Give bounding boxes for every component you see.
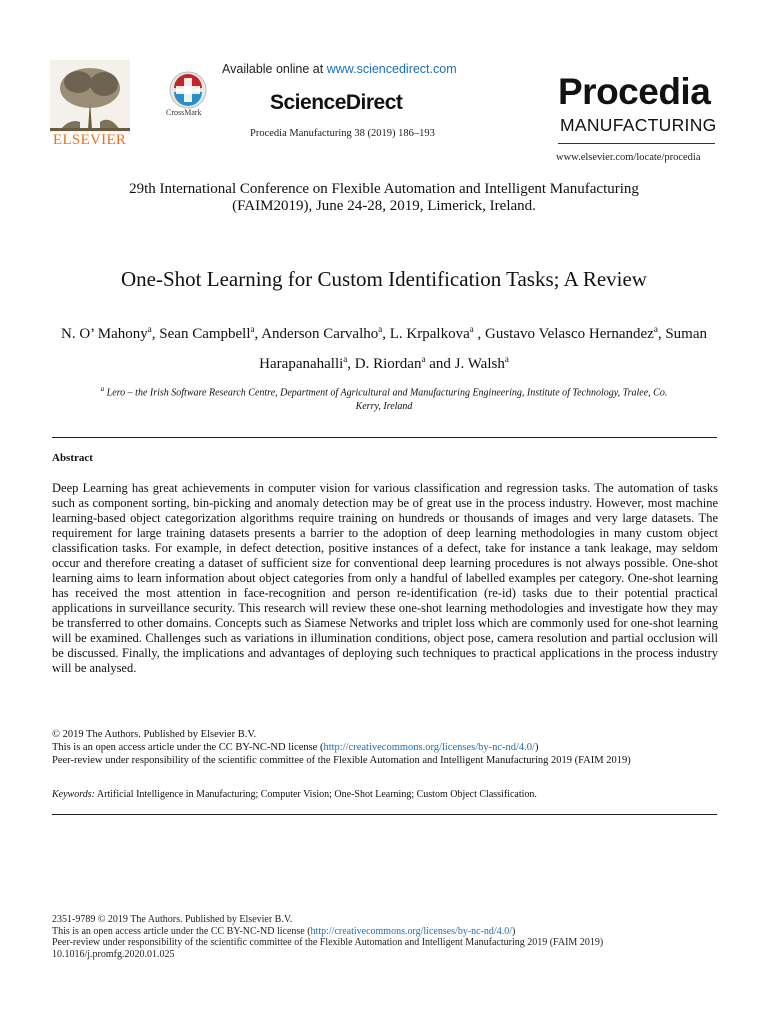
affiliation-marker: a [421,354,426,364]
keywords [52,789,732,800]
affiliation-marker: a [504,354,509,364]
author-name: D. Riordan [354,356,422,372]
author-list: N. O’ Mahony$^a$, Sean Campbell$^a$, Anderson Carvalho$^a$, L. Krpalkova$^a$ , Gustavo Velasco Hernandez$^a$, Suman Harapanahalli$^a$, D. Riordan$^a$ and J. Walsh$^a$ [60,324,708,372]
affiliation-line-2: Kerry, Ireland [355,401,413,413]
journal-logo-title: Procedia [558,71,711,112]
license-link[interactable]: http://creativecommons.org/licenses/by-nc-nd/4.0/ [323,742,535,753]
paper-title: One-Shot Learning for Custom Identification Tasks; A Review [121,267,647,291]
sciencedirect-wordmark: ScienceDirect [270,91,403,114]
crossmark-icon[interactable] [168,70,208,110]
author-name: J. Walsh [454,356,505,372]
affiliation-marker: a [378,324,383,334]
abstract-text: Deep Learning has great achievements in computer vision for various classification and regression tasks. The automation of tasks such as component sorting, bin-picking and anomaly detection may be of great use in the process industry. However, most machine learning-based object categorization algorithms require training on hundreds or thousands of images and very large datasets. The requirement for large training datasets presents a barrier to the adoption of deep learning methodologies in many custom object classification tasks. For example, in defect detection, positive instances of a defect, take for instance a tank leakage, may seldom occur and therefore creating a dataset of sufficient size for conventional deep learning procedures is not always possible. One-shot learning aims to learn information about object categories from only a handful of labelled examples per category. One-shot learning has received the most attention in face-recognition and person re-identification (re-id) tasks due to their potential practical applications in surveillance security. This research will review these one-shot learning methodologies and investigate how they may be transferred to other domains. Concepts such as Siamese Networks and triplet loss which are commonly used for one-shot learning will be examined. Challenges such as variations in illumination conditions, object pose, camera resolution and partial occlusion will be discussed. Finally, the implications and advantages of deploying such techniques to practical applications in the process industry will be analysed. [52,481,718,675]
available-online-line [222,62,457,76]
author-name: N. O’ Mahony [60,326,148,342]
affiliation-line-1 [50,382,718,400]
conference-line-2: (FAIM2019), June 24-28, 2019, Limerick, Ireland. [232,198,536,214]
conference-line-1: 29th International Conference on Flexible Automation and Intelligent Manufacturing [129,181,639,197]
affiliation-text: Lero – the Irish Software Research Centre, Department of Agricultural and Manufacturing Engineering, Institute of Technology, Tralee, Co. [106,387,668,399]
copyright-line-1: © 2019 The Authors. Published by Elsevier B.V. [52,729,257,740]
journal-url[interactable]: www.elsevier.com/locate/procedia [556,152,701,163]
copyright-line-2 [52,741,732,754]
footer-doi[interactable]: 10.1016/j.promfg.2020.01.025 [52,948,175,960]
copyright-line-3: Peer-review under responsibility of the scientific committee of the Flexible Automation and Intelligent Manufacturing 2019 (FAIM 2019) [52,755,631,766]
conference-info [50,181,718,215]
affiliation-marker: a [343,354,348,364]
divider-top [52,437,717,438]
author-name: Anderson Carvalho [261,326,379,342]
affiliation-marker: a [100,385,105,393]
author-name: Sean Campbell [159,326,251,342]
footer-license-text: This is an open access article under the CC BY-NC-ND license ( [52,925,311,937]
footer-issn: 2351-9789 © 2019 The Authors. Published by Elsevier B.V. [52,914,293,925]
affiliation [50,382,718,414]
author-name: Gustavo Velasco Hernandez [485,326,654,342]
elsevier-wordmark: ELSEVIER [53,132,127,148]
footer-license-line [52,926,732,938]
footer-peer-review: Peer-review under responsibility of the scientific committee of the Flexible Automation and Intelligent Manufacturing 2019 (FAIM 2019) [52,937,604,948]
abstract-heading: Abstract [52,452,93,464]
author-name: L. Krpalkova [389,326,470,342]
copyright-block [52,728,732,767]
sciencedirect-link[interactable]: www.sciencedirect.com [326,62,457,76]
affiliation-marker: a [250,324,255,334]
journal-logo-rule [558,143,715,144]
author-name: Suman Harapanahalli [259,326,708,372]
affiliation-marker: a [653,324,658,334]
journal-reference: Procedia Manufacturing 38 (2019) 186–193 [250,128,435,139]
affiliation-marker: a [147,324,152,334]
affiliation-marker: a [469,324,474,334]
available-online-text: Available online at [222,62,327,76]
journal-logo-subtitle: MANUFACTURING [560,115,717,135]
license-suffix: ) [534,742,539,753]
divider-bottom [52,814,717,815]
page-footer [52,914,732,960]
keywords-text: Artificial Intelligence in Manufacturing; Computer Vision; One-Shot Learning; Custom Object Classification. [96,789,537,800]
footer-license-suffix: ) [511,925,516,937]
keywords-label: Keywords: [52,789,95,800]
footer-license-link[interactable]: http://creativecommons.org/licenses/by-nc-nd/4.0/ [310,925,512,937]
crossmark-label: CrossMark [166,108,202,117]
license-text: This is an open access article under the CC BY-NC-ND license ( [52,742,324,753]
